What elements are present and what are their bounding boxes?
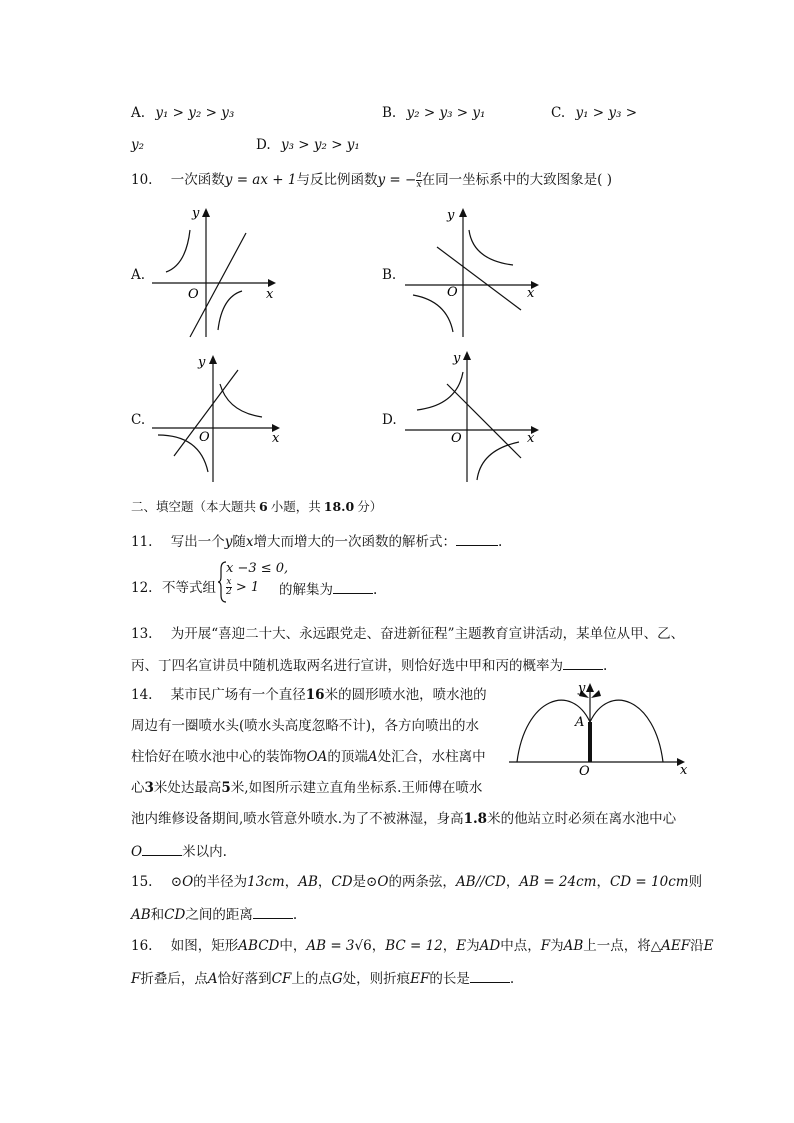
section-heading	[131, 499, 382, 515]
circle-symbol: ⊙	[170, 874, 183, 890]
hyperbola-branch-right	[477, 442, 519, 480]
q13-text: 丙、丁四名宣讲员中随机选取两名进行宣讲，则恰好选中甲和丙的概率为	[131, 658, 563, 674]
question-number: 10.	[131, 172, 153, 188]
q15-line1	[131, 873, 702, 891]
q16-text: ，	[442, 938, 457, 954]
fraction-denominator: 2	[226, 587, 232, 597]
q9-option-d	[256, 136, 360, 154]
option-label: D.	[256, 137, 271, 153]
q14-height: 5	[221, 780, 231, 796]
q12-fraction	[226, 578, 232, 597]
graph-d-label: D.	[382, 412, 397, 428]
option-label: A.	[131, 105, 146, 121]
q10-text-after: 在同一坐标系中的大致图象是( )	[421, 172, 612, 188]
q14-line4	[131, 779, 482, 797]
y-arrow	[586, 683, 594, 692]
q12-number: 12.	[131, 580, 153, 596]
q14-person-height: 1.8	[463, 811, 488, 827]
section-count: 6	[259, 499, 268, 514]
option-label: C.	[551, 105, 566, 121]
q16-line1	[131, 937, 714, 955]
q15-text: ，	[317, 874, 332, 890]
sqrt-value: √6	[354, 938, 372, 954]
ab-length: AB = 24cm	[519, 874, 597, 890]
answer-blank[interactable]	[456, 531, 498, 546]
y-arrow	[202, 208, 210, 217]
q12-ineq2-rest: > 1	[235, 580, 260, 595]
center-o: O	[182, 874, 194, 890]
q14-line6	[131, 841, 227, 861]
q15-text: 是	[352, 874, 367, 890]
water-arc-left	[517, 700, 590, 762]
bc-length: BC = 12	[385, 938, 443, 954]
q9-option-b	[382, 104, 485, 122]
section-title: 二、填空题	[131, 499, 194, 514]
question-number: 16.	[131, 938, 153, 954]
q16-text: 沿	[690, 938, 704, 954]
q16-text: 处，则折痕	[342, 971, 411, 987]
x-label: x	[266, 287, 274, 302]
graph-d	[403, 350, 543, 485]
origin-label: O	[199, 430, 210, 445]
q16-text: 如图，矩形	[170, 938, 239, 954]
origin-label: O	[447, 285, 458, 300]
graph-c	[150, 350, 290, 485]
fraction-numerator: x	[226, 577, 232, 587]
linear-line	[447, 384, 521, 458]
x-label: x	[272, 431, 280, 446]
q16-text: 的长是	[429, 971, 470, 987]
section-score: 18.0	[323, 499, 355, 514]
graph-b	[403, 205, 543, 340]
segment-ab: AB	[563, 938, 584, 954]
question-number: 15.	[131, 874, 153, 890]
x-label: x	[527, 431, 535, 446]
water-arc-right	[590, 700, 663, 762]
q14-text: 处汇合，水柱离中	[377, 749, 486, 765]
question-number: 14.	[131, 687, 153, 703]
y-label: y	[447, 208, 455, 223]
option-text: y₁ > y₂ > y₃	[155, 105, 235, 121]
q14-line5	[131, 810, 676, 828]
x-arrow	[268, 279, 276, 287]
fountain-figure	[505, 678, 695, 778]
q15-text: 的半径为	[193, 874, 248, 890]
q15-end: .	[292, 907, 298, 923]
q14-line2: 周边有一圈喷水头(喷水头高度忽略不计)，各方向喷出的水	[131, 718, 480, 734]
q14-text: 某市民广场有一个直径	[170, 687, 306, 703]
q14-oa: OA	[306, 749, 328, 765]
q16-text: 上一点，将	[583, 938, 651, 954]
hyperbola-branch-left	[166, 230, 190, 272]
question-number: 11.	[131, 534, 153, 550]
q14-text: 心	[131, 780, 145, 796]
option-text: y₁ > y₃ >	[575, 105, 638, 121]
graph-a	[150, 205, 280, 340]
q11-text: 增大而增大的一次函数的解析式：	[253, 534, 457, 550]
q12-end: .	[373, 582, 378, 598]
q12-text: 不等式组	[162, 580, 216, 596]
y-label: y	[198, 355, 206, 370]
q16-text: 恰好落到	[217, 971, 272, 987]
q14-text: 池内维修设备期间,喷水管意外喷水.为了不被淋湿，身高	[131, 811, 464, 827]
q16-text: 为	[550, 938, 564, 954]
chord-ab: AB	[298, 874, 318, 890]
graph-c-label: C.	[131, 412, 146, 428]
q16-text: ，	[371, 938, 386, 954]
q14-center-o: O	[131, 844, 143, 860]
q12-text: 的解集为	[279, 582, 333, 598]
chord-cd: CD	[331, 874, 353, 890]
q16-text: 折叠后，点	[140, 971, 208, 987]
y-arrow	[459, 208, 467, 217]
q16-line2	[131, 968, 514, 988]
q15-text: ，	[505, 874, 520, 890]
q14-line1	[131, 686, 487, 704]
x-label: x	[680, 763, 688, 778]
q12-ineq2	[226, 578, 259, 597]
origin-label: O	[579, 764, 590, 779]
q9-option-a	[131, 104, 234, 122]
q13-end: .	[603, 658, 608, 674]
chord-cd: CD	[164, 907, 186, 923]
q15-text: ，	[596, 874, 610, 890]
section-note: 分）	[357, 499, 383, 514]
q10-text-mid: 与反比例函数	[296, 172, 378, 188]
origin-label: O	[451, 431, 462, 446]
fraction-denominator: x	[416, 180, 422, 190]
q14-point-a: A	[367, 749, 378, 765]
hyperbola-branch-right	[220, 384, 262, 417]
q9-option-c	[551, 104, 637, 122]
q15-line2	[131, 904, 297, 924]
q13-text: 为开展“喜迎二十大、永远跟党走、奋进新征程”主题教育宣讲活动，某单位从甲、乙、	[170, 626, 685, 642]
answer-blank[interactable]	[142, 841, 182, 856]
point-f: F	[131, 971, 141, 987]
segment-ad: AD	[479, 938, 501, 954]
q14-text: 柱恰好在喷水池中心的装饰物	[131, 749, 307, 765]
q10-stem	[131, 171, 612, 190]
q13-line2	[131, 655, 607, 675]
q11-text: 随	[232, 534, 246, 550]
y-arrow	[463, 351, 471, 360]
q15-text: 之间的距离	[185, 907, 253, 923]
var-x: x	[245, 534, 254, 550]
q10-func2-lhs: y = −	[377, 172, 417, 188]
q16-text: 上的点	[291, 971, 332, 987]
y-label: y	[453, 351, 461, 366]
q13-line1	[131, 625, 684, 643]
center-o: O	[377, 874, 389, 890]
q14-text: 米处达最高	[153, 780, 222, 796]
segment-cf: CF	[271, 971, 292, 987]
answer-blank[interactable]	[333, 579, 373, 594]
q15-text: 则	[688, 874, 703, 890]
hyperbola-branch-left	[413, 295, 453, 332]
circle-symbol: ⊙	[366, 874, 378, 890]
triangle-aef: △AEF	[650, 938, 691, 954]
ab-length: AB = 3	[306, 938, 355, 954]
point-f: F	[540, 938, 551, 954]
question-number: 13.	[131, 626, 153, 642]
x-label: x	[527, 286, 535, 301]
cd-length: CD = 10cm	[609, 874, 689, 890]
q11-end: .	[498, 534, 503, 550]
q14-text: 米,如图所示建立直角坐标系.王师傅在喷水	[230, 780, 483, 796]
answer-blank[interactable]	[563, 655, 603, 670]
q14-text: 的顶端	[327, 749, 368, 765]
q16-text: 中点，	[500, 938, 541, 954]
segment-ef: EF	[410, 971, 430, 987]
q14-distance: 3	[144, 780, 154, 796]
y-label: y	[578, 681, 586, 696]
option-label: B.	[382, 105, 397, 121]
fraction-numerator: a	[416, 170, 422, 180]
linear-line	[437, 247, 521, 310]
q16-text: 为	[466, 938, 480, 954]
y-arrow	[209, 355, 217, 364]
q14-line3	[131, 748, 486, 766]
answer-blank[interactable]	[253, 904, 293, 919]
origin-label: O	[188, 287, 199, 302]
q14-text: 米的圆形喷水池，喷水池的	[324, 687, 487, 703]
rect-abcd: ABCD	[238, 938, 280, 954]
q14-diameter: 16	[305, 687, 325, 703]
point-e: E	[456, 938, 467, 954]
q12-tail	[279, 579, 377, 599]
point-e: E	[703, 938, 714, 954]
q14-text: 米的他站立时必须在离水池中心	[487, 811, 677, 827]
radius: 13cm	[247, 874, 285, 890]
q16-end: .	[509, 971, 515, 987]
q11-text: 写出一个	[170, 534, 225, 550]
linear-line	[190, 233, 246, 337]
graph-b-label: B.	[382, 267, 397, 283]
point-g: G	[331, 971, 343, 987]
y-label: y	[192, 206, 200, 221]
point-a-label: A	[575, 715, 585, 730]
q15-text: 的两条弦，	[388, 874, 456, 890]
hyperbola-branch-right	[218, 291, 242, 330]
q15-text: ，	[284, 874, 299, 890]
q16-text: 中，	[279, 938, 307, 954]
q14-text: 米以内.	[182, 844, 227, 860]
graph-a-label: A.	[131, 267, 146, 283]
section-note: 小题，共	[270, 499, 321, 514]
q10-func1: y = ax + 1	[224, 172, 297, 188]
hyperbola-branch-left	[417, 372, 463, 410]
q15-text: 和	[150, 907, 165, 923]
hyperbola-branch-right	[469, 230, 513, 265]
parallel: AB//CD	[455, 874, 506, 890]
section-note: （本大题共	[193, 499, 257, 514]
answer-blank[interactable]	[470, 968, 510, 983]
var-y: y	[224, 534, 233, 550]
option-text: y₃ > y₂ > y₁	[280, 137, 360, 153]
q12-ineq1: x −3 ≤ 0,	[226, 561, 289, 576]
q10-text: 一次函数	[170, 172, 225, 188]
chord-ab: AB	[131, 907, 151, 923]
option-text: y₂ > y₃ > y₁	[406, 105, 486, 121]
q11	[131, 531, 502, 551]
point-a: A	[207, 971, 218, 987]
q9-option-c-wrap: y₂	[131, 137, 145, 153]
